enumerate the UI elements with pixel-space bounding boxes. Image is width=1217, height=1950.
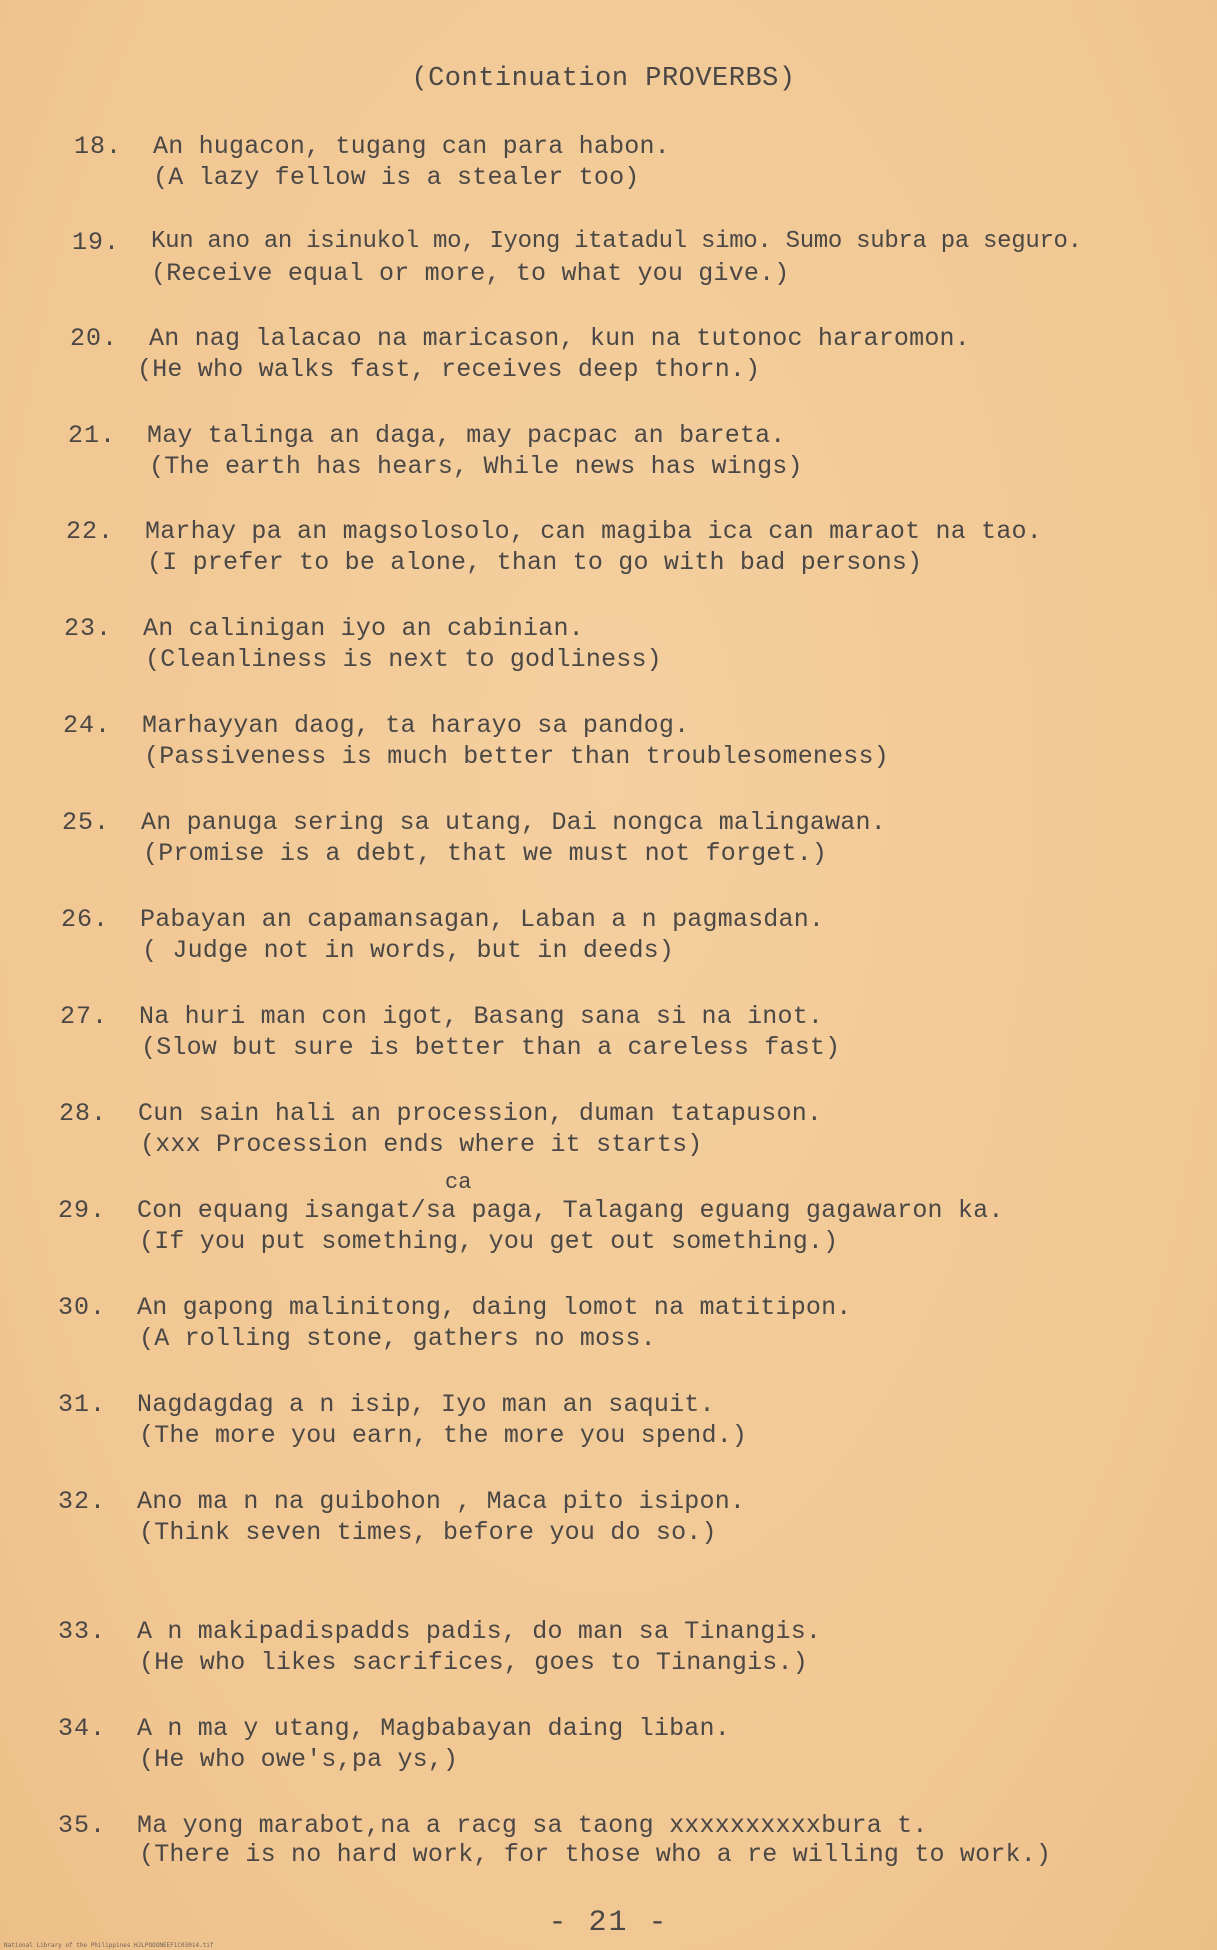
proverb-29 bbox=[0, 1196, 1217, 1266]
proverb-number: 26. bbox=[61, 905, 110, 934]
proverb-english: (A rolling stone, gathers no moss. bbox=[139, 1324, 656, 1353]
proverb-27 bbox=[0, 1002, 1217, 1072]
proverb-number: 23. bbox=[64, 614, 113, 643]
proverb-number: 33. bbox=[58, 1617, 107, 1646]
proverb-number: 32. bbox=[58, 1487, 107, 1516]
proverb-english: (The earth has hears, While news has wings) bbox=[149, 452, 803, 481]
proverb-native: Marhay pa an magsolosolo, can magiba ica can maraot na tao. bbox=[145, 517, 1042, 546]
proverb-english: ( Judge not in words, but in deeds) bbox=[142, 936, 675, 965]
proverb-18 bbox=[0, 132, 1217, 202]
proverb-native: An nag lalacao na maricason, kun na tutonoc hararomon. bbox=[149, 324, 970, 353]
proverb-number: 25. bbox=[62, 808, 111, 837]
proverb-number: 28. bbox=[59, 1099, 108, 1128]
proverb-25 bbox=[0, 808, 1217, 878]
proverb-english: (There is no hard work, for those who a re willing to work.) bbox=[139, 1840, 1052, 1869]
proverb-20 bbox=[0, 324, 1217, 394]
page-title: (Continuation PROVERBS) bbox=[411, 64, 796, 94]
proverb-native: A n ma y utang, Magbabayan daing liban. bbox=[137, 1714, 730, 1743]
proverb-number: 27. bbox=[60, 1002, 109, 1031]
proverb-number: 31. bbox=[58, 1390, 107, 1419]
proverb-19 bbox=[0, 228, 1217, 298]
proverb-native: Ano ma n na guibohon , Maca pito isipon. bbox=[137, 1487, 746, 1516]
proverb-native: Na huri man con igot, Basang sana si na inot. bbox=[139, 1002, 824, 1031]
proverb-english: (I prefer to be alone, than to go with bad persons) bbox=[147, 548, 923, 577]
proverb-number: 21. bbox=[68, 421, 117, 450]
proverb-native: An calinigan iyo an cabinian. bbox=[143, 614, 584, 643]
proverb-native: Ma yong marabot,na a racg sa taong xxxxxxxxxxbura t. bbox=[137, 1811, 928, 1840]
proverb-number: 20. bbox=[70, 324, 119, 353]
proverb-native: Marhayyan daog, ta harayo sa pandog. bbox=[142, 711, 690, 740]
proverb-23 bbox=[0, 614, 1217, 684]
handwritten-insertion: ca bbox=[445, 1170, 472, 1195]
proverb-native: An hugacon, tugang can para habon. bbox=[153, 132, 670, 161]
proverb-32 bbox=[0, 1487, 1217, 1557]
proverb-english: (xxx Procession ends where it starts) bbox=[140, 1130, 703, 1159]
proverb-native: May talinga an daga, may pacpac an bareta. bbox=[147, 421, 786, 450]
proverb-english: (He who likes sacrifices, goes to Tinangis.) bbox=[139, 1648, 808, 1677]
proverb-30 bbox=[0, 1293, 1217, 1363]
proverb-native: Kun ano an isinukol mo, Iyong itatadul simo. Sumo subra pa seguro. bbox=[151, 228, 1082, 255]
proverb-33 bbox=[0, 1617, 1217, 1687]
scan-footer: National Library of the Philippines HJLPOOONEEF1C03014.tif bbox=[4, 1942, 214, 1949]
proverb-english: (Cleanliness is next to godliness) bbox=[145, 645, 662, 674]
proverb-34 bbox=[0, 1714, 1217, 1784]
proverb-english: (A lazy fellow is a stealer too) bbox=[153, 163, 640, 192]
page-number: - 21 - bbox=[548, 1906, 669, 1940]
proverb-26 bbox=[0, 905, 1217, 975]
proverb-english: (Passiveness is much better than troublesomeness) bbox=[144, 742, 889, 771]
proverb-number: 24. bbox=[63, 711, 112, 740]
proverb-24 bbox=[0, 711, 1217, 781]
proverb-number: 30. bbox=[58, 1293, 107, 1322]
proverb-native: Cun sain hali an procession, duman tatapuson. bbox=[138, 1099, 823, 1128]
proverb-native: Nagdagdag a n isip, Iyo man an saquit. bbox=[137, 1390, 715, 1419]
proverb-native: Pabayan an capamansagan, Laban a n pagmasdan. bbox=[140, 905, 825, 934]
proverb-28 bbox=[0, 1099, 1217, 1169]
proverb-english: (Receive equal or more, to what you give.) bbox=[151, 259, 790, 288]
proverb-31 bbox=[0, 1390, 1217, 1460]
proverb-english: (Slow but sure is better than a careless fast) bbox=[141, 1033, 841, 1062]
proverb-21 bbox=[0, 421, 1217, 491]
proverb-native: A n makipadispadds padis, do man sa Tinangis. bbox=[137, 1617, 822, 1646]
proverb-english: (The more you earn, the more you spend.) bbox=[139, 1421, 748, 1450]
proverb-english: (Think seven times, before you do so.) bbox=[139, 1518, 717, 1547]
proverb-number: 19. bbox=[72, 228, 121, 257]
proverb-number: 18. bbox=[74, 132, 123, 161]
proverb-english: (He who walks fast, receives deep thorn.) bbox=[137, 355, 761, 384]
proverb-native: Con equang isangat/sa paga, Talagang eguang gagawaron ka. bbox=[137, 1196, 1004, 1225]
proverb-number: 22. bbox=[66, 517, 115, 546]
proverb-number: 29. bbox=[58, 1196, 107, 1225]
proverb-number: 34. bbox=[58, 1714, 107, 1743]
proverb-35 bbox=[0, 1811, 1217, 1881]
proverb-native: An panuga sering sa utang, Dai nongca malingawan. bbox=[141, 808, 886, 837]
proverb-english: (He who owe's,pa ys,) bbox=[139, 1745, 459, 1774]
proverb-native: An gapong malinitong, daing lomot na matitipon. bbox=[137, 1293, 852, 1322]
proverb-22 bbox=[0, 517, 1217, 587]
proverb-english: (Promise is a debt, that we must not forget.) bbox=[143, 839, 828, 868]
proverb-number: 35. bbox=[58, 1811, 107, 1840]
proverb-english: (If you put something, you get out something.) bbox=[139, 1227, 839, 1256]
